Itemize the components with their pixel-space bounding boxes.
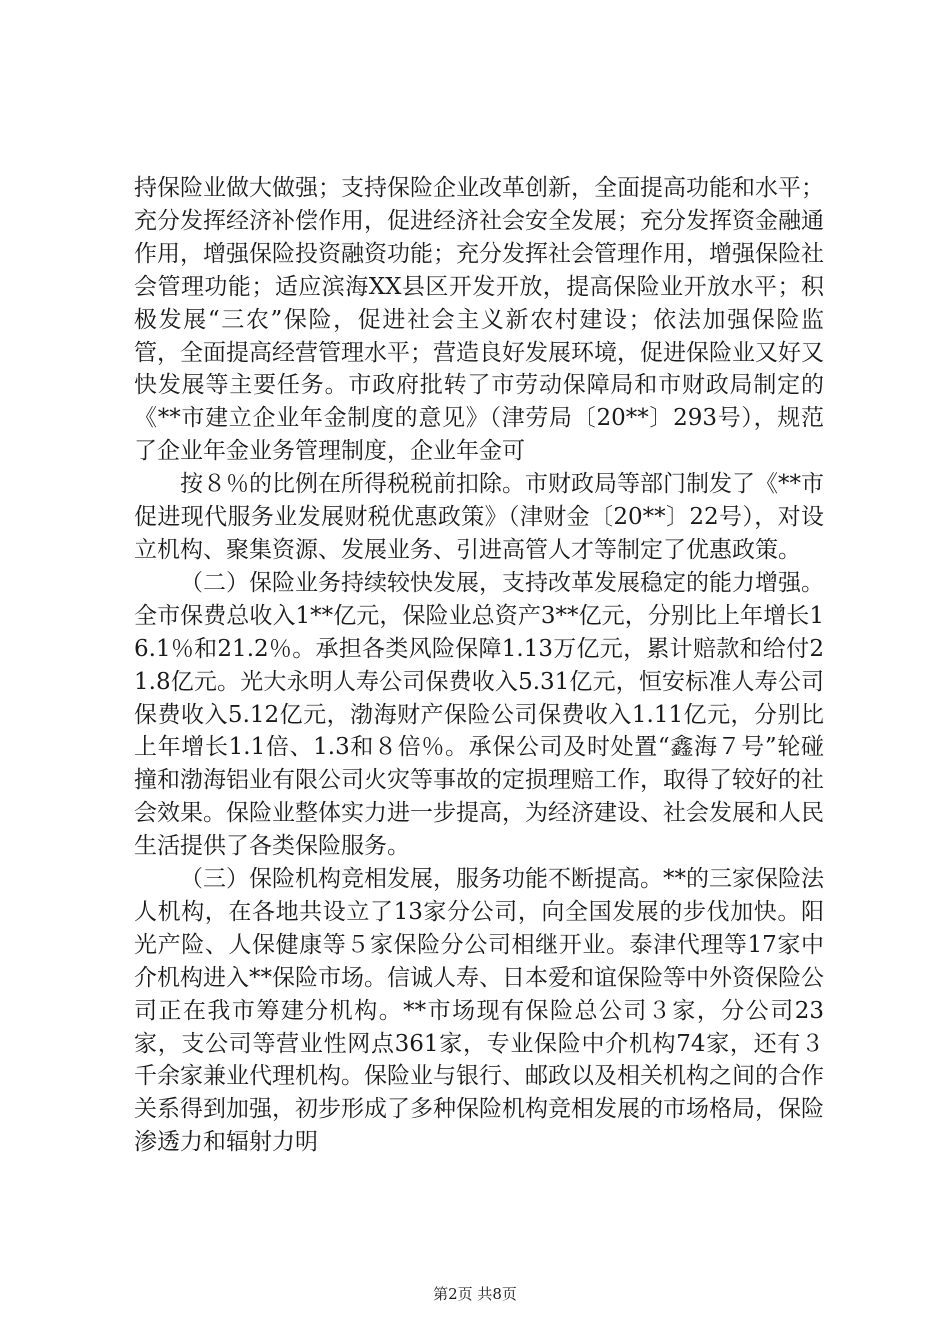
paragraph-section-two: （二）保险业务持续较快发展，支持改革发展稳定的能力增强。全市保费总收入1**亿元，保险业总资产3**亿元，分别比上年增长16.1％和21.2％。承担各类风险保障1.13万亿元，累计赔款和给付21.8亿元。光大永明人寿公司保费收入5.31亿元，恒安标准人寿公司保费收入5.12亿元，渤海财产保险公司保费收入1.11亿元，分别比上年增长1.1倍、1.3和８倍％。承保公司及时处置“鑫海７号”轮碰撞和渤海铝业有限公司火灾等事故的定损理赔工作，取得了较好的社会效果。保险业整体实力进一步提高，为经济建设、社会发展和人民生活提供了各类保险服务。	[134, 569, 824, 860]
paragraph-continuation: 持保险业做大做强；支持保险企业改革创新，全面提高功能和水平；充分发挥经济补偿作用，促进经济社会安全发展；充分发挥资金融通作用，增强保险投资融资功能；充分发挥社会管理作用，增强保险社会管理功能；适应滨海XX县区开发开放，提高保险业开放水平；积极发展“三农”保险，促进社会主义新农村建设；依法加强保险监管，全面提高经营管理水平；营造良好发展环境，促进保险业又好又快发展等主要任务。市政府批转了市劳动保障局和市财政局制定的《**市建立企业年金制度的意见》（津劳局〔20**〕293号），规范了企业年金业务管理制度，企业年金可	[134, 175, 824, 465]
paragraph-section-three: （三）保险机构竞相发展，服务功能不断提高。**的三家保险法人机构，在各地共设立了13家分公司，向全国发展的步伐加快。阳光产险、人保健康等５家保险分公司相继开业。泰津代理等17家中介机构进入**保险市场。信诚人寿、日本爱和谊保险等中外资保险公司正在我市筹建分机构。**市场现有保险总公司３家，分公司23家，支公司等营业性网点361家，专业保险中介机构74家，还有３千余家兼业代理机构。保险业与银行、邮政以及相关机构之间的合作关系得到加强，初步形成了多种保险机构竞相发展的市场格局，保险渗透力和辐射力明	[134, 866, 824, 1156]
page-footer: 第2页 共8页	[433, 1285, 517, 1303]
document-body	[134, 172, 824, 1159]
paragraph-tax-deduction: 按８％的比例在所得税税前扣除。市财政局等部门制发了《**市促进现代服务业发展财税优惠政策》（津财金〔20**〕22号），对设立机构、聚集资源、发展业务、引进高管人才等制定了优惠政策。	[134, 471, 824, 563]
